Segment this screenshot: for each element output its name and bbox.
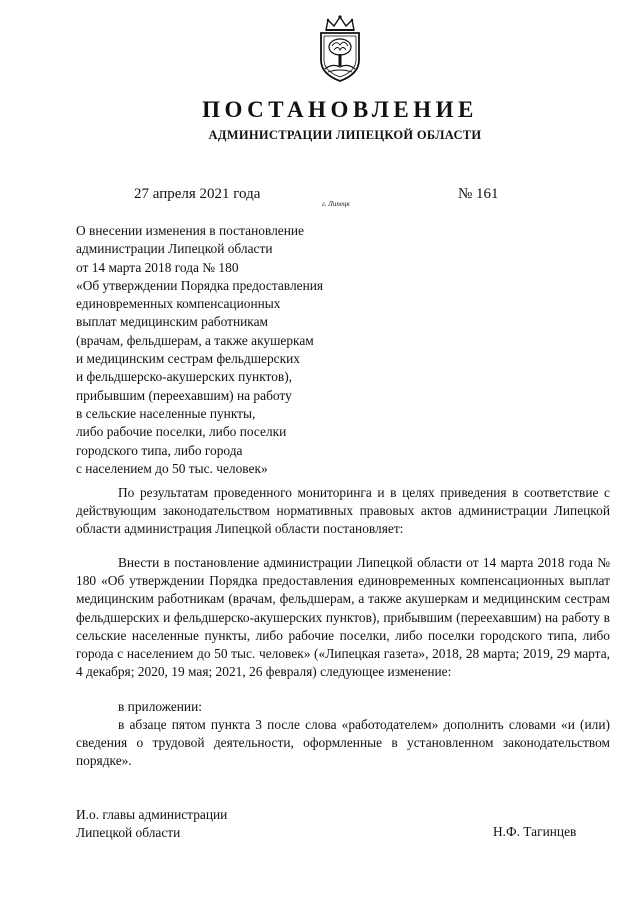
signer-position-line: И.о. главы администрации — [76, 807, 228, 822]
signer-name: Н.Ф. Тагинцев — [493, 824, 577, 839]
document-subtitle: АДМИНИСТРАЦИИ ЛИПЕЦКОЙ ОБЛАСТИ — [208, 128, 482, 142]
heading-line: либо рабочие поселки, либо поселки — [76, 424, 287, 440]
signer-position — [76, 806, 227, 843]
body-paragraph-appendix: в приложении: — [118, 699, 202, 714]
body-paragraph-amendment: Внести в постановление администрации Липецкой области от 14 марта 2018 года № 180 «Об утверждении Порядка предоставления единовременных компенсационных выплат медицинским работникам (врачам, фельдшерам, а также акушеркам и медицинским сестрам фельдшерских и фельдшерско-акушерских пунктов), прибывшим (переехавшим) на работу в сельские населенные пункты, либо рабочие поселки, либо поселки городского типа, либо города с населением до 50 тыс. человек» («Липецкая газета», 2018, 28 марта; 2019, 29 марта, 4 декабря; 2020, 19 мая; 2021, 26 февраля) следующее изменение: — [76, 555, 610, 680]
heading-line: единовременных компенсационных — [76, 296, 281, 312]
body-paragraph-preamble: По результатам проведенного мониторинга и в целях приведения в соответствие с действующим законодательством нормативных правовых актов администрации Липецкой области администрация Липецкой области постановляет: — [76, 485, 610, 537]
heading-line: с населением до 50 тыс. человек» — [76, 460, 268, 476]
heading-line: и фельдшерско-акушерских пунктов), — [76, 369, 293, 385]
heading-line: администрации Липецкой области — [76, 241, 273, 257]
heading-line: «Об утверждении Порядка предоставления — [76, 277, 324, 293]
heading-line: от 14 марта 2018 года № 180 — [76, 259, 239, 275]
heading-line: и медицинским сестрам фельдшерских — [76, 351, 300, 367]
document-title: ПОСТАНОВЛЕНИЕ — [202, 97, 478, 122]
document-number: № 161 — [458, 186, 499, 202]
heading-line: в сельские населенные пункты, — [76, 405, 256, 421]
heading-line: (врачам, фельдшерам, а также акушеркам — [76, 332, 314, 348]
document-heading — [76, 222, 396, 478]
document-date: 27 апреля 2021 года — [134, 186, 261, 202]
heading-line: прибывшим (переехавшим) на работу — [76, 387, 292, 403]
signer-position-line: Липецкой области — [76, 825, 181, 841]
heading-line: городского типа, либо города — [76, 442, 243, 458]
body-paragraph-change: в абзаце пятом пункта 3 после слова «работодателем» дополнить словами «и (или) сведения о трудовой деятельности, оформленные в установленном законодательством порядке». — [76, 717, 610, 769]
heading-line: О внесении изменения в постановление — [76, 223, 304, 238]
coat-of-arms-icon — [312, 14, 368, 84]
document-city: г. Липецк — [322, 200, 350, 208]
heading-line: выплат медицинским работникам — [76, 314, 268, 330]
